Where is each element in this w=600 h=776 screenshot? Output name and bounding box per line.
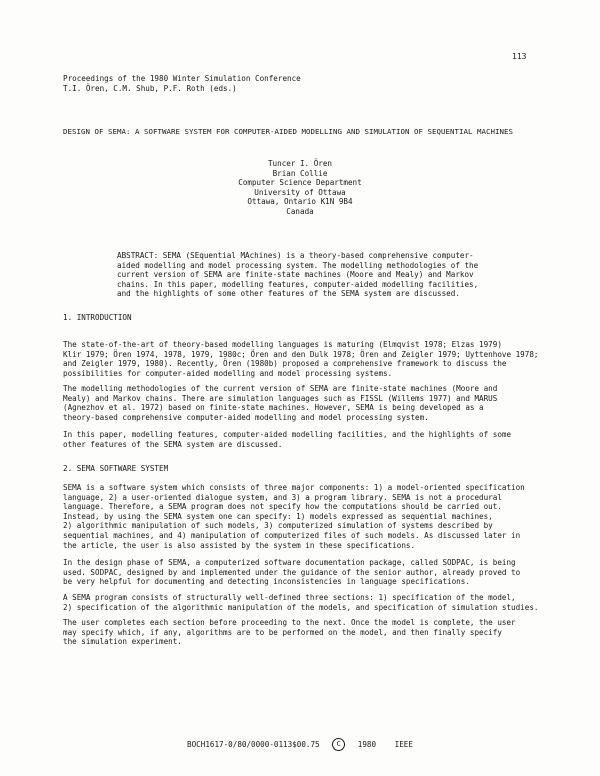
page-footer: [0, 738, 600, 751]
paragraph-line: The state-of-the-art of theory-based modelling languages is maturing (Elmqvist 1978; Elzas 1979): [63, 340, 502, 349]
paragraph-line: 2) algorithmic manipulation of such models, 3) computerized simulation of systems described by: [63, 521, 493, 531]
abstract-line: ABSTRACT: SEMA (SEquential MAchines) is a theory-based comprehensive computer-: [117, 251, 474, 260]
abstract-line: and the highlights of some other features of the SEMA system are discussed.: [117, 289, 460, 299]
paragraph-line: the article, the user is also assisted by the system in these specifications.: [63, 540, 416, 550]
paragraph-line: language. Therefore, a SEMA program does not specify how the computations should be carried out.: [63, 502, 502, 512]
author-line: Canada: [286, 206, 314, 216]
paragraph-line: (Agnezhov et al. 1972) based on finite-state machines. However, SEMA is being developed as a: [63, 403, 484, 413]
paragraph-line: and Zeigler 1979, 1980). Recently, Ören (1980b) proposed a comprehensive framework to discuss the: [63, 359, 507, 369]
author-line: Computer Science Department: [238, 178, 362, 188]
sema-paragraph-1: [63, 483, 543, 550]
paragraph-line: Mealy) and Markov chains. There are simulation languages such as FISSL (Willems 1977) and MARUS: [63, 393, 498, 403]
sema-paragraph-2: [63, 558, 543, 587]
proceedings-line-2: T.I. Ören, C.M. Shub, P.F. Roth (eds.): [63, 83, 237, 93]
footer-year: 1980: [357, 739, 377, 749]
paragraph-line: A SEMA program consists of structurally well-defined three sections: 1) specification of the model,: [63, 593, 516, 602]
abstract-line: chains. In this paper, modelling features, computer-aided modelling facilities,: [117, 279, 479, 289]
paragraph-line: used. SODPAC, designed by and implemented under the guidance of the senior author, already proved to: [63, 567, 521, 577]
proceedings-header: [63, 74, 301, 93]
copyright-icon: C: [332, 738, 345, 751]
author-line: University of Ottawa: [254, 187, 346, 197]
paragraph-line: language, 2) a user-oriented dialogue system, and 3) a program library. SEMA is not a procedural: [63, 492, 502, 502]
abstract-line: aided modelling and model processing system. The modelling methodologies of the: [117, 260, 479, 270]
abstract-line: current version of SEMA are finite-state machines (Moore and Mealy) and Markov: [117, 270, 474, 280]
footer-code: BOCH1617-0/80/0000-0113$00.75: [187, 739, 320, 749]
paragraph-line: theory-based comprehensive computer-aided modelling and model processing system.: [63, 412, 429, 422]
paragraph-line: possibilities for computer-aided modelling and model processing systems.: [63, 368, 393, 378]
intro-paragraph-2: [63, 384, 543, 422]
sema-paragraph-3: [63, 593, 543, 612]
paragraph-line: Instead, by using the SEMA system one can specify: 1) models expressed as sequential machines,: [63, 511, 493, 521]
section-1-heading: 1. INTRODUCTION: [63, 313, 132, 322]
footer-org: IEEE: [394, 739, 413, 749]
paragraph-line: other features of the SEMA system are discussed.: [63, 439, 283, 449]
paragraph-line: may specify which, if any, algorithms are to be performed on the model, and then finally specify: [63, 627, 502, 637]
paragraph-line: The user completes each section before proceeding to the next. Once the model is complete, the user: [63, 618, 516, 627]
author-line: Ottawa, Ontario K1N 9B4: [247, 197, 353, 207]
author-block: [150, 159, 450, 217]
paper-title: DESIGN OF SEMA: A SOFTWARE SYSTEM FOR COMPUTER-AIDED MODELLING AND SIMULATION OF SEQUENTIAL MACHINES: [63, 127, 513, 136]
abstract: [117, 251, 497, 299]
author-line: Brian Collie: [272, 168, 328, 178]
paragraph-line: be very helpful for documenting and detecting inconsistencies in language specifications.: [63, 577, 470, 587]
proceedings-line-1: Proceedings of the 1980 Winter Simulation Conference: [63, 74, 301, 83]
paragraph-line: The modelling methodologies of the current version of SEMA are finite-state machines (Moore and: [63, 384, 498, 393]
paragraph-line: In the design phase of SEMA, a computerized software documentation package, called SODPAC, is being: [63, 558, 516, 567]
paragraph-line: 2) specification of the algorithmic manipulation of the models, and specification of simulation studies.: [63, 602, 539, 612]
page-number: 113: [512, 52, 527, 61]
author-line: Tuncer I. Ören: [267, 159, 332, 168]
section-2-heading: 2. SEMA SOFTWARE SYSTEM: [63, 464, 169, 473]
paragraph-line: Klir 1979; Ören 1974, 1978, 1979, 1980c; Ören and den Dulk 1978; Ören and Zeigler 1979; Uyttenhove 1978;: [63, 349, 539, 359]
intro-paragraph-1: [63, 340, 543, 378]
sema-paragraph-4: [63, 618, 543, 647]
intro-paragraph-3: [63, 430, 543, 449]
paragraph-line: sequential machines, and 4) manipulation of computerized files of such models. As discussed later in: [63, 530, 521, 540]
paragraph-line: In this paper, modelling features, computer-aided modelling facilities, and the highlights of some: [63, 430, 512, 439]
paragraph-line: the simulation experiment.: [63, 637, 182, 647]
paragraph-line: SEMA is a software system which consists of three major components: 1) a model-oriented specification: [63, 483, 525, 492]
